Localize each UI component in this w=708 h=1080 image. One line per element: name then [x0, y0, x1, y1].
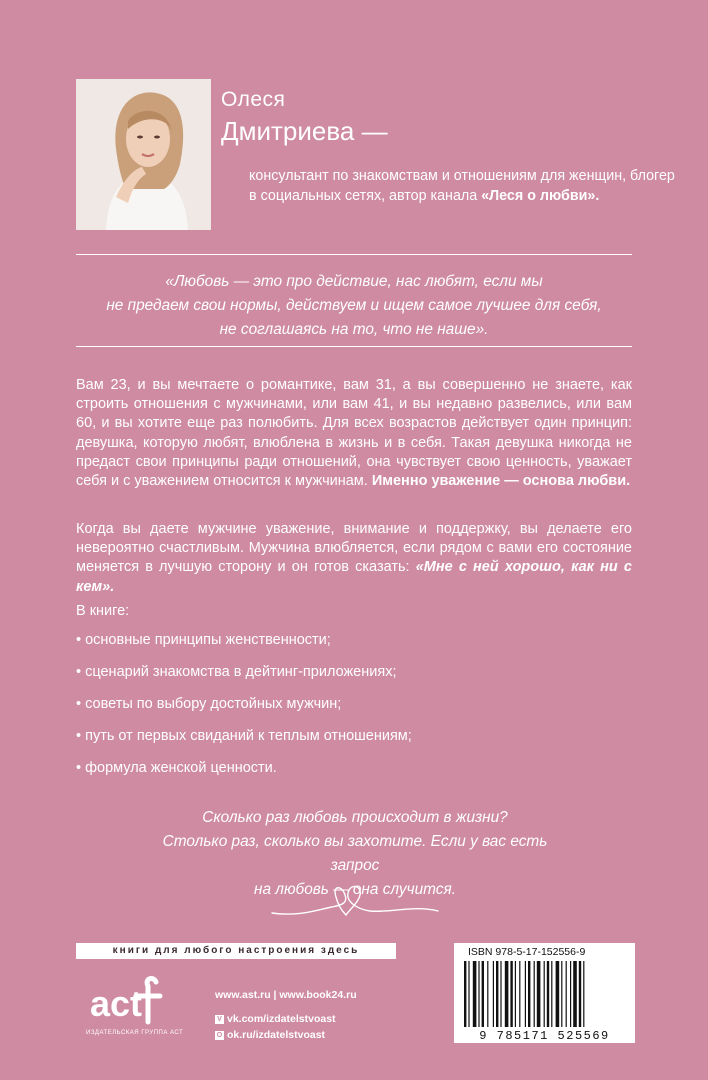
heart-icon: [270, 875, 440, 925]
paragraph-2-text: Когда вы даете мужчине уважение, внимание и поддержку, вы делаете его невероятно счастливым. Мужчина влюбляется, если рядом с вами его состояние меняется в лучшую сторону и он готов сказать:: [76, 521, 632, 576]
barcode-bar: [505, 961, 509, 1027]
quote-line: не предаем свои нормы, действуем и ищем самое лучшее для себя,: [106, 297, 602, 314]
barcode-bar: [473, 961, 477, 1027]
closing-line: Столько раз, сколько вы захотите. Если у вас есть запрос: [162, 833, 548, 874]
author-channel: «Леся о любви».: [481, 188, 600, 204]
paragraph-1: [76, 376, 632, 491]
barcode-bar: [566, 961, 567, 1027]
author-bio: [249, 166, 679, 206]
barcode-bar: [570, 961, 571, 1027]
barcode-bar: [551, 961, 552, 1027]
in-book-list: [76, 631, 412, 791]
barcode-bar: [493, 961, 494, 1027]
barcode-bar: [478, 961, 479, 1027]
list-item: • формула женской ценности.: [76, 760, 277, 776]
tagline-banner: книги для любого настроения здесь: [76, 943, 396, 959]
paragraph-1-bold: Именно уважение — основа любви.: [371, 473, 631, 490]
in-book-heading: В книге:: [76, 603, 130, 619]
author-bio-text: консультант по знакомствам и отношениям для женщин, блогер в социальных сетях, автор канала: [249, 168, 675, 204]
closing-line: Сколько раз любовь происходит в жизни?: [202, 809, 508, 826]
author-last-name: Дмитриева —: [221, 116, 388, 146]
barcode-bar: [500, 961, 501, 1027]
publisher-caption: ИЗДАТЕЛЬСКАЯ ГРУППА АСТ: [86, 1030, 184, 1036]
barcode-bar: [525, 961, 526, 1027]
ok-link[interactable]: [215, 1029, 325, 1041]
barcode-bar: [544, 961, 545, 1027]
isbn-label: ISBN 978-5-17-152556-9: [468, 946, 586, 958]
list-item: • основные принципы женственности;: [76, 632, 331, 648]
barcode-bar: [556, 961, 560, 1027]
barcode-bar: [519, 961, 520, 1027]
vk-icon: V: [215, 1015, 224, 1024]
author-first-name: Олеся: [221, 88, 286, 111]
barcode-bar: [583, 961, 584, 1027]
websites[interactable]: www.ast.ru | www.book24.ru: [215, 989, 357, 1001]
barcode-bar: [468, 961, 469, 1027]
logo-wordmark: act: [90, 983, 143, 1024]
barcode-bar: [510, 961, 512, 1027]
barcode-bar: [482, 961, 484, 1027]
barcode-bar: [537, 961, 541, 1027]
divider-bottom: [76, 346, 632, 347]
barcode-bar: [579, 961, 581, 1027]
paragraph-2: [76, 520, 632, 597]
barcode-bar: [534, 961, 535, 1027]
vk-url: vk.com/izdatelstvoast: [227, 1013, 336, 1025]
isbn-barcode: [454, 943, 635, 1043]
barcode-bar: [547, 961, 549, 1027]
ok-url: ok.ru/izdatelstvoast: [227, 1029, 326, 1041]
barcode-bar: [515, 961, 516, 1027]
barcode-graphic: [454, 943, 635, 1043]
barcode-bar: [561, 961, 562, 1027]
isbn-digits: 9 785171 525569: [479, 1029, 610, 1043]
quote-line: «Любовь — это про действие, нас любят, если мы: [165, 273, 543, 290]
barcode-bar: [487, 961, 488, 1027]
barcode-bar: [528, 961, 530, 1027]
ok-icon: O: [216, 1031, 223, 1039]
divider-top: [76, 254, 632, 255]
epigraph-quote: [76, 270, 632, 342]
quote-line: не соглашаясь на то, что не наше».: [219, 321, 489, 338]
list-item: • путь от первых свиданий к теплым отношениям;: [76, 728, 412, 744]
publisher-logo: [86, 972, 186, 1035]
barcode-bar: [464, 961, 466, 1027]
list-item: • советы по выбору достойных мужчин;: [76, 696, 342, 712]
paragraph-1-text: Вам 23, и вы мечтаете о романтике, вам 31, а вы совершенно не знаете, как строить отношения с мужчинами, или вам 41, и вы недавно развелись, или вам 60, и вы хотите еще раз полюбить. Для всех возрастов действует один принцип: девушка, которую любят, влюблена в жизнь и в себя. Такая девушка никогда не предаст свои принципы ради отношений, она чувствует свою ценность, уважает себя и с уважением относится к мужчинам.: [76, 377, 632, 490]
list-item: • сценарий знакомства в дейтинг-приложениях;: [76, 664, 397, 680]
paragraph-2-quote: «Мне с ней хорошо, как ни с кем».: [76, 559, 632, 595]
author-photo: [76, 79, 211, 230]
closing-line: на любовь — она случится.: [254, 881, 456, 898]
barcode-bar: [573, 961, 577, 1027]
vk-link[interactable]: [215, 1013, 336, 1025]
barcode-bar: [496, 961, 498, 1027]
